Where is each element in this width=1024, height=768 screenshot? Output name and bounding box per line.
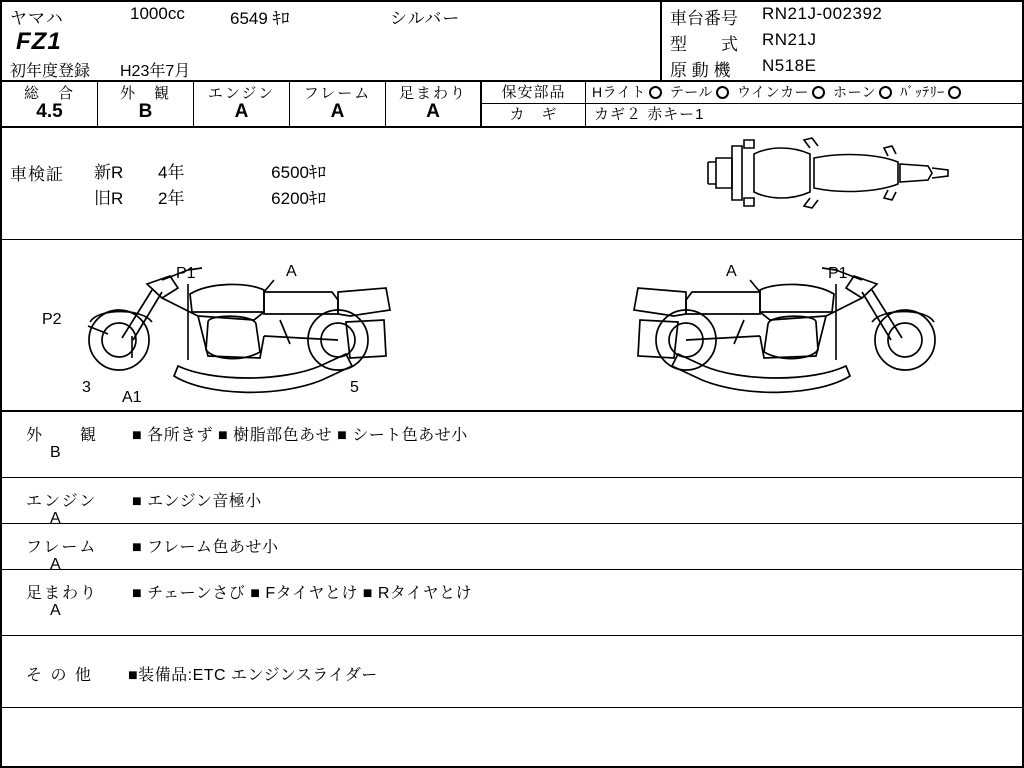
- diagram-row: [2, 240, 1022, 412]
- shaken-block: [2, 128, 1022, 240]
- first-registration-label: 初年度登録: [10, 63, 91, 80]
- grade-engine-value: A: [234, 101, 249, 123]
- safety-item-winker-label: ウインカー: [736, 84, 810, 101]
- grade-suspension-value: A: [426, 101, 440, 123]
- engine-label: 原 動 機: [670, 61, 731, 80]
- body-color: シルバー: [390, 9, 461, 28]
- side-view-illustrations: [2, 240, 1022, 412]
- key-label: カ ギ: [482, 104, 586, 126]
- grade-exterior-value: B: [138, 101, 153, 123]
- detail-engine-grade: A: [50, 510, 61, 527]
- model-name: FZ1: [16, 28, 62, 55]
- grade-exterior-label: 外 観: [119, 84, 171, 102]
- shaken-new-mileage: 6500ｷﾛ: [271, 163, 326, 182]
- detail-row-frame: [2, 524, 1022, 573]
- shaken-label: 車検証: [10, 165, 64, 184]
- chassis-number-label: 車台番号: [670, 9, 738, 28]
- safety-parts-block: [482, 82, 1022, 126]
- grade-total: [2, 82, 98, 126]
- shaken-old-mileage: 6200ｷﾛ: [271, 189, 326, 208]
- shaken-old-years: 2年: [158, 189, 185, 208]
- bottom-blank-area: [2, 708, 1022, 709]
- maker-name: ヤマハ: [10, 9, 64, 28]
- grade-engine: [194, 82, 290, 126]
- safety-item-battery-label: ﾊﾞｯﾃﾘｰ: [900, 84, 945, 101]
- detail-suspension-grade: A: [50, 602, 61, 619]
- label-3-left: 3: [82, 379, 91, 396]
- grade-frame: [290, 82, 386, 126]
- detail-frame-notes: ■ フレーム色あせ小: [132, 539, 279, 556]
- key-value: カギ２ 赤キー1: [594, 106, 705, 124]
- detail-suspension-notes: ■ チェーンさび ■ Fタイヤとけ ■ Rタイヤとけ: [132, 585, 473, 602]
- safety-item-headlight-label: Hライト: [592, 84, 646, 101]
- ok-circle-icon: [649, 86, 662, 99]
- label-5-left: 5: [350, 379, 359, 396]
- shaken-new-years: 4年: [158, 163, 185, 182]
- grade-suspension: [386, 82, 482, 126]
- ok-circle-icon: [716, 86, 729, 99]
- detail-other-notes: ■装備品:ETC エンジンスライダー: [128, 667, 378, 684]
- detail-engine-notes: ■ エンジン音極小: [132, 493, 262, 510]
- header-row: [2, 2, 1022, 82]
- safety-item-taillight: [670, 85, 729, 100]
- label-a-left: A: [286, 263, 297, 280]
- header-left: [2, 2, 662, 80]
- type-value: RN21J: [762, 30, 817, 49]
- key-row: [482, 104, 1022, 126]
- detail-row-other: [2, 636, 1022, 708]
- grade-engine-label: エンジン: [207, 84, 276, 102]
- shaken-old-name: 旧R: [94, 189, 124, 208]
- first-registration-value: H23年7月: [120, 63, 191, 80]
- grade-exterior: [98, 82, 194, 126]
- safety-item-battery: [900, 85, 961, 100]
- detail-other-category: そ の 他: [26, 667, 93, 684]
- label-a1-left: A1: [122, 389, 142, 406]
- engine-value: N518E: [762, 56, 817, 75]
- detail-frame-grade: A: [50, 556, 61, 573]
- chassis-number-value: RN21J-002392: [762, 4, 883, 23]
- detail-engine-category: エンジン: [26, 493, 98, 510]
- ok-circle-icon: [948, 86, 961, 99]
- header-right: [662, 2, 1022, 80]
- ok-circle-icon: [812, 86, 825, 99]
- label-p2-left: P2: [42, 311, 62, 328]
- safety-item-taillight-label: テール: [669, 84, 713, 101]
- grade-total-value: 4.5: [36, 101, 63, 123]
- safety-item-horn: [833, 85, 892, 100]
- grade-row: [2, 82, 1022, 128]
- displacement: 1000cc: [130, 4, 185, 23]
- shaken-new-name: 新R: [94, 163, 124, 182]
- detail-row-suspension: [2, 570, 1022, 636]
- detail-row-exterior: [2, 412, 1022, 478]
- shaken-line-new: [94, 158, 326, 183]
- safety-parts-row: [482, 82, 1022, 104]
- grade-total-label: 総 合: [23, 84, 75, 102]
- shaken-line-old: [94, 184, 326, 209]
- label-a-right: A: [726, 263, 737, 280]
- safety-item-horn-label: ホーン: [833, 84, 877, 101]
- motorcycle-topview-illustration: [692, 128, 992, 238]
- safety-item-headlight: [592, 85, 662, 100]
- label-p1-right: P1: [828, 265, 848, 282]
- detail-exterior-grade: B: [50, 444, 61, 461]
- safety-parts-items: [586, 85, 1022, 100]
- detail-exterior-notes: ■ 各所きず ■ 樹脂部色あせ ■ シート色あせ小: [132, 427, 468, 444]
- detail-frame-category: フレーム: [26, 539, 98, 556]
- detail-row-engine: [2, 478, 1022, 527]
- safety-item-winker: [737, 85, 825, 100]
- grade-frame-label: フレーム: [303, 84, 372, 102]
- safety-parts-label: 保安部品: [482, 82, 586, 103]
- mileage: 6549 ｷﾛ: [230, 9, 290, 28]
- detail-suspension-category: 足まわり: [26, 585, 99, 602]
- grade-frame-value: A: [330, 101, 345, 123]
- type-label: 型 式: [670, 35, 738, 54]
- label-p1-left: P1: [176, 265, 196, 282]
- ok-circle-icon: [879, 86, 892, 99]
- detail-exterior-category: 外 観: [26, 427, 99, 444]
- grade-suspension-label: 足まわり: [398, 84, 467, 102]
